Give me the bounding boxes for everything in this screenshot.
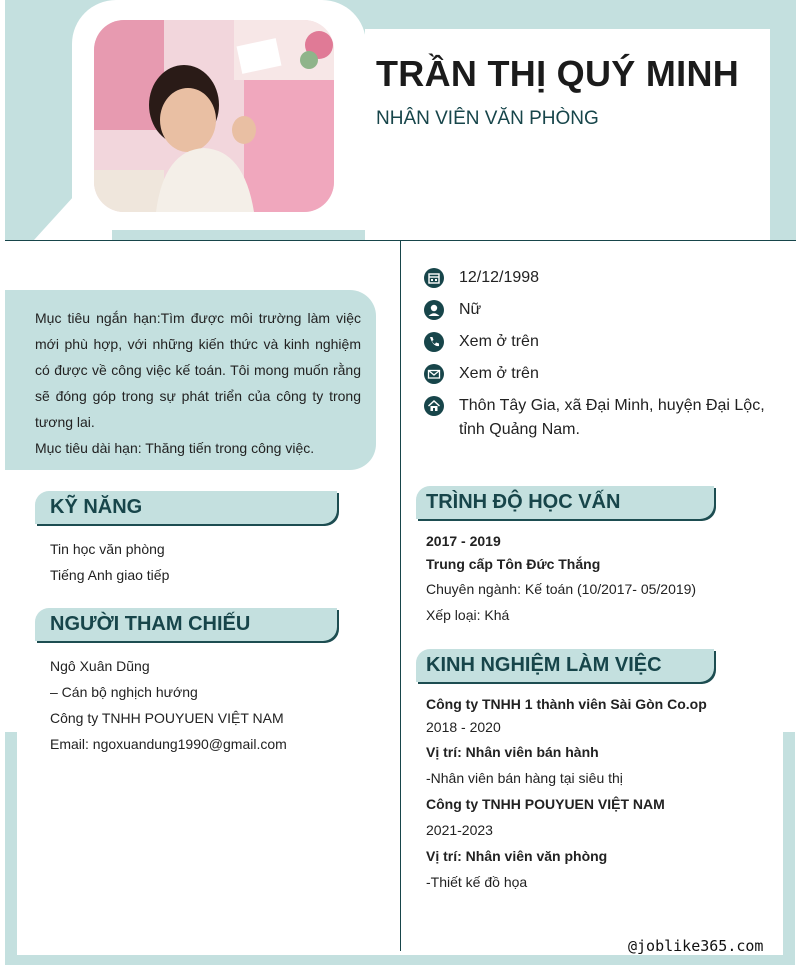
frame-right xyxy=(783,732,795,965)
email: Xem ở trên xyxy=(459,365,539,382)
reference-email: Email: ngoxuandung1990@gmail.com xyxy=(50,736,287,752)
objective-text xyxy=(35,305,361,461)
job-period: 2018 - 2020 xyxy=(426,719,501,735)
education-heading: TRÌNH ĐỘ HỌC VẤN xyxy=(416,486,714,519)
education-school: Trung cấp Tôn Đức Thắng xyxy=(426,556,601,572)
job-company: Công ty TNHH POUYUEN VIỆT NAM xyxy=(426,796,665,812)
address-line: Thôn Tây Gia, xã Đại Minh, huyện Đại Lộc, xyxy=(459,397,765,414)
gender: Nữ xyxy=(459,301,482,318)
frame-bottom xyxy=(5,955,795,965)
avatar xyxy=(94,20,334,212)
reference-company: Công ty TNHH POUYUEN VIỆT NAM xyxy=(50,710,284,726)
candidate-name: TRẦN THỊ QUÝ MINH xyxy=(376,53,740,94)
phone: Xem ở trên xyxy=(459,333,539,350)
job-company: Công ty TNHH 1 thành viên Sài Gòn Co.op xyxy=(426,696,707,712)
reference-name: Ngô Xuân Dũng xyxy=(50,658,150,674)
education-grade: Xếp loại: Khá xyxy=(426,607,510,623)
job-description: -Nhân viên bán hàng tại siêu thị xyxy=(426,770,623,786)
reference-role: – Cán bộ nghịch hướng xyxy=(50,684,198,700)
home-icon xyxy=(424,396,444,416)
user-icon xyxy=(424,300,444,320)
phone-icon xyxy=(424,332,444,352)
experience-heading: KINH NGHIỆM LÀM VIỆC xyxy=(416,649,714,682)
frame-left xyxy=(5,732,17,965)
job-period: 2021-2023 xyxy=(426,822,493,838)
calendar-icon xyxy=(424,268,444,288)
address-line: tỉnh Quảng Nam. xyxy=(459,421,580,438)
column-divider xyxy=(400,241,401,951)
job-position: Vị trí: Nhân viên văn phòng xyxy=(426,848,608,864)
education-major: Chuyên ngành: Kế toán (10/2017- 05/2019) xyxy=(426,581,697,597)
skills-heading: KỸ NĂNG xyxy=(35,491,337,524)
job-position: Vị trí: Nhân viên bán hành xyxy=(426,744,599,760)
birthday: 12/12/1998 xyxy=(459,269,540,286)
photo-frame-tail xyxy=(34,196,74,240)
education-period: 2017 - 2019 xyxy=(426,533,501,549)
references-heading: NGƯỜI THAM CHIẾU xyxy=(35,608,337,641)
watermark: @joblike365.com xyxy=(628,937,764,955)
mail-icon xyxy=(424,364,444,384)
job-title: NHÂN VIÊN VĂN PHÒNG xyxy=(376,108,599,129)
job-description: -Thiết kế đồ họa xyxy=(426,874,528,890)
short-term-objective: Mục tiêu ngắn hạn:Tìm được môi trường làm việc mới phù hợp, với những kiến thức và kinh nghiệm có được về công việc kế toán. Tôi mong muốn rằng sẽ đóng góp trong sự phát triển của công ty trong tương lai. xyxy=(35,310,361,430)
skill-item: Tiếng Anh giao tiếp xyxy=(50,567,170,583)
skill-item: Tin học văn phòng xyxy=(50,541,165,557)
address xyxy=(459,394,779,442)
long-term-objective: Mục tiêu dài hạn: Thăng tiến trong công việc. xyxy=(35,440,315,456)
